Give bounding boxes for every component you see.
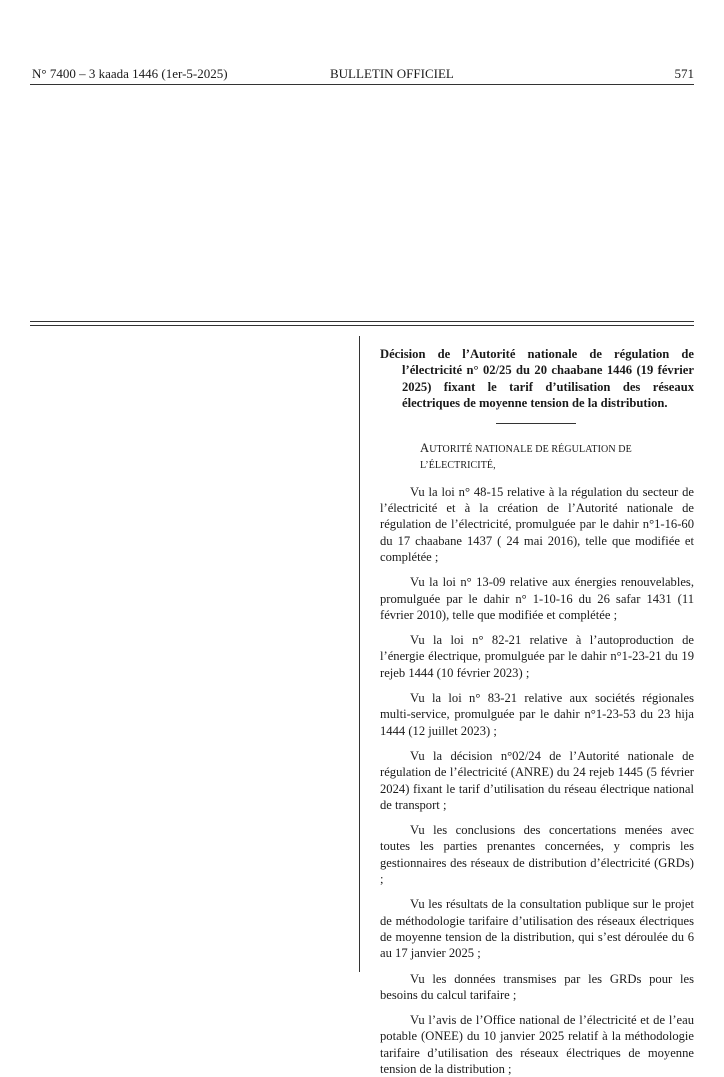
header-rule (30, 84, 694, 85)
authority-initial: A (420, 441, 430, 456)
section-divider-top (30, 321, 694, 322)
column-divider (359, 336, 360, 972)
visa-paragraph: Vu les données transmises par les GRDs pour les besoins du calcul tarifaire ; (380, 971, 694, 1002)
section-divider-bottom (30, 325, 694, 326)
visa-paragraph: Vu la loi n° 83-21 relative aux sociétés régionales multi-service, promulguée par le dahir n°1-23-53 du 23 hija 1444 (12 juillet 2023) ; (380, 691, 694, 738)
visa-paragraph: Vu l’avis de l’Office national de l’électricité et de l’eau potable (ONEE) du 10 janvier 2025 relatif à la méthodologie tarifaire d’utilisation des réseaux électriques de moyenne tension de la distribution ; (380, 1013, 694, 1076)
issuing-authority (380, 440, 694, 475)
visa-paragraph: Vu la loi n° 82-21 relative à l’autoproduction de l’énergie électrique, promulguée par le dahir n°1-23-21 du 19 rejeb 1444 (10 février 2023) ; (380, 633, 694, 680)
visa-paragraph: Vu la loi n° 48-15 relative à la régulation du secteur de l’électricité et à la création de l’Autorité nationale de régulation de l’électricité, promulguée par le dahir n°1-16-60 du 17 chaabane 1437 ( 24 mai 2016), telle que modifiée et complétée ; (380, 484, 694, 564)
authority-name: UTORITÉ NATIONALE DE RÉGULATION DE L’ÉLECTRICITÉ, (420, 444, 632, 472)
visa-paragraph: Vu la décision n°02/24 de l’Autorité nationale de régulation de l’électricité (ANRE) du 24 rejeb 1445 (5 février 2024) fixant le tarif d’utilisation du réseau électrique national de transport ; (380, 748, 694, 812)
decision-title: Décision de l’Autorité nationale de régulation de l’électricité n° 02/25 du 20 chaabane 1446 (19 février 2025) fixant le tarif d’utilisation des réseaux électriques de moyenne tension de la distribution. (380, 347, 694, 410)
issue-reference: N° 7400 – 3 kaada 1446 (1er-5-2025) (32, 66, 228, 81)
visa-paragraph: Vu les conclusions des concertations menées avec toutes les parties prenantes concernées, y compris les gestionnaires des réseaux de distribution d’électricité (GRDs) ; (380, 823, 694, 887)
publication-title: BULLETIN OFFICIEL (330, 66, 454, 81)
page-number: 571 (674, 66, 694, 81)
visa-paragraph: Vu les résultats de la consultation publique sur le projet de méthodologie tarifaire d’utilisation des réseaux électriques de moyenne tension de la distribution, qui s’est déroulée du 6 au 17 janvier 2025 ; (380, 897, 694, 961)
title-separator (496, 423, 576, 424)
right-column (380, 346, 694, 1077)
page-header (32, 66, 694, 82)
visa-paragraph: Vu la loi n° 13-09 relative aux énergies renouvelables, promulguée par le dahir n° 1-10-16 du 26 safar 1431 (11 février 2010), telle que modifiée et complétée ; (380, 575, 694, 622)
